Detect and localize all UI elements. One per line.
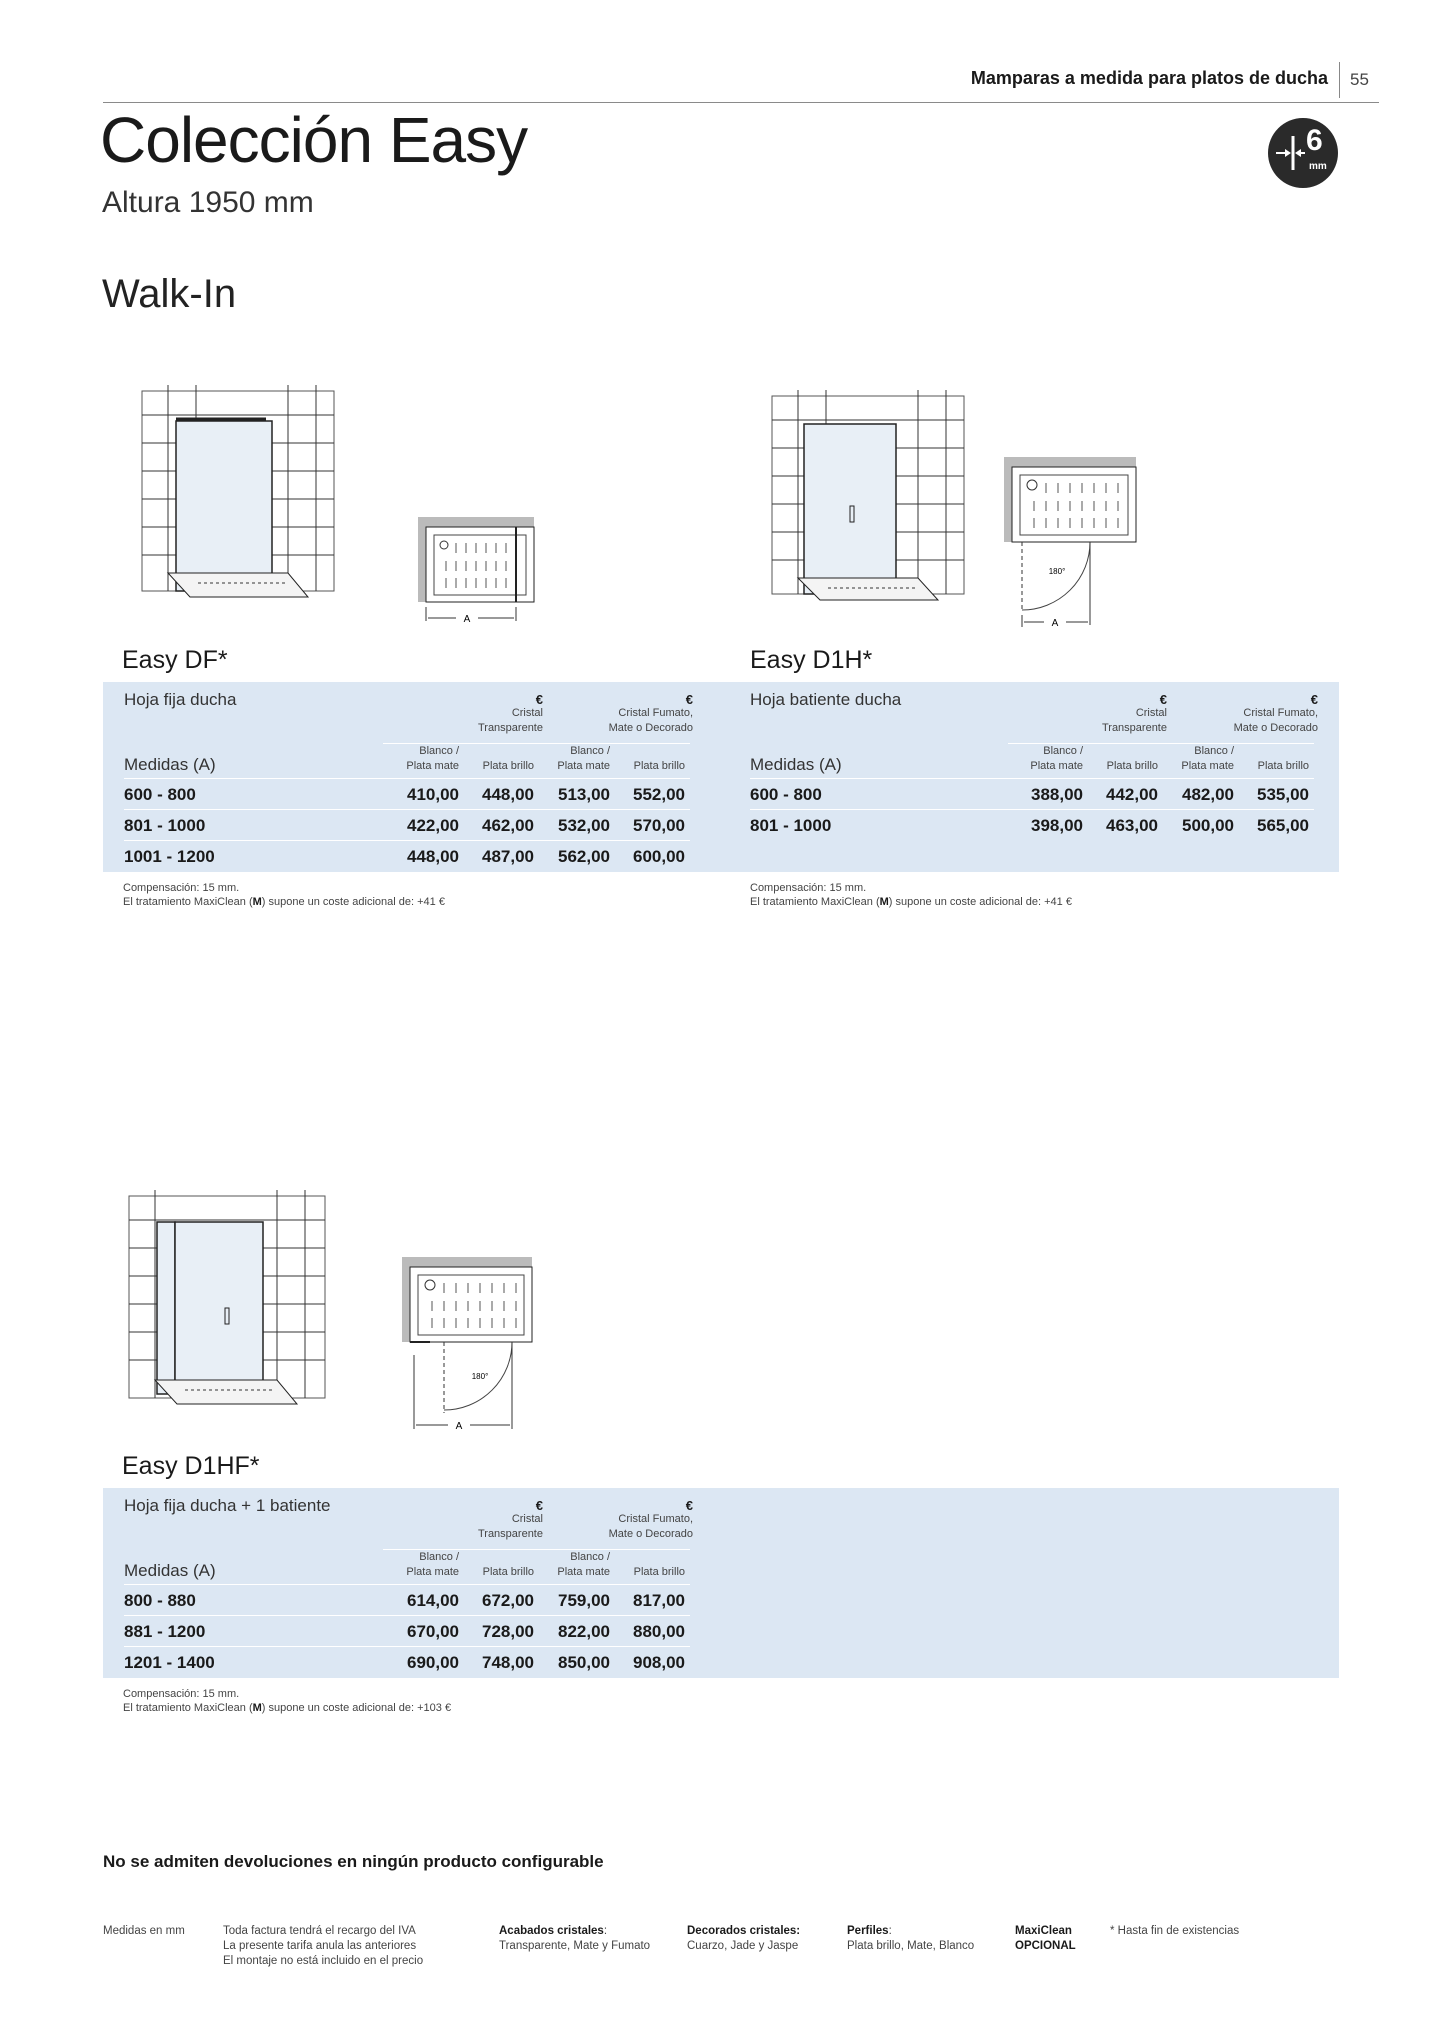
table-divider bbox=[124, 1615, 690, 1616]
footer-glass-finishes: Acabados cristales: Transparente, Mate y Fumato bbox=[499, 1925, 651, 1952]
size-range: 600 - 800 bbox=[750, 785, 822, 804]
currency-symbol: € bbox=[535, 692, 543, 707]
currency-symbol: € bbox=[685, 1498, 693, 1513]
currency-symbol: € bbox=[1310, 692, 1318, 707]
price-cell: 482,00 bbox=[1182, 785, 1234, 804]
table-divider bbox=[383, 1549, 690, 1550]
note-text: ) supone un coste adicional de: +41 € bbox=[888, 896, 1072, 908]
finish-line bbox=[615, 744, 685, 759]
easy-d1h-width-mark: A bbox=[1051, 618, 1059, 629]
price-cell: 513,00 bbox=[558, 785, 610, 804]
glass-label-line: Cristal Fumato, bbox=[1243, 707, 1318, 719]
currency-symbol: € bbox=[535, 1498, 543, 1513]
table-divider bbox=[124, 778, 690, 779]
size-range: 801 - 1000 bbox=[750, 816, 832, 835]
price-cell: 822,00 bbox=[558, 1622, 610, 1641]
section-title: Walk-In bbox=[102, 272, 237, 316]
price-cell: 462,00 bbox=[482, 816, 534, 835]
glass-label-line: Mate o Decorado bbox=[1233, 722, 1318, 734]
finish-line: Plata brillo bbox=[633, 760, 685, 772]
table-divider bbox=[124, 1584, 690, 1585]
finish-line: Plata brillo bbox=[1257, 760, 1309, 772]
price-cell: 908,00 bbox=[633, 1653, 685, 1672]
price-cell: 817,00 bbox=[633, 1591, 685, 1610]
finish-line: Blanco / bbox=[1194, 745, 1234, 757]
easy-d1hf-price-table bbox=[103, 1488, 1339, 1678]
measure-header: Medidas (A) bbox=[750, 755, 842, 774]
glass-thickness-value: 6 bbox=[1306, 124, 1323, 157]
maxiclean-note bbox=[123, 895, 445, 909]
header-section-title: Mamparas a medida para platos de ducha bbox=[970, 68, 1328, 88]
price-cell: 565,00 bbox=[1257, 816, 1309, 835]
finish-line bbox=[464, 1550, 534, 1565]
table-divider bbox=[124, 840, 690, 841]
price-cell: 614,00 bbox=[407, 1591, 459, 1610]
finish-header bbox=[540, 1550, 610, 1580]
easy-d1hf-name: Easy D1HF* bbox=[122, 1452, 260, 1480]
glass-type-label bbox=[573, 1512, 693, 1542]
finish-line: Plata mate bbox=[406, 1566, 459, 1578]
currency-symbol: € bbox=[685, 692, 693, 707]
price-cell: 532,00 bbox=[558, 816, 610, 835]
page-number: 55 bbox=[1350, 70, 1369, 89]
finish-line: Plata mate bbox=[557, 1566, 610, 1578]
easy-d1hf-shower-illustration bbox=[125, 1190, 330, 1418]
finish-header bbox=[389, 1550, 459, 1580]
glass-label-line: Cristal bbox=[1135, 707, 1167, 719]
note-text: El tratamiento MaxiClean ( bbox=[750, 896, 880, 908]
finish-header bbox=[464, 744, 534, 774]
glass-thickness-badge bbox=[1268, 118, 1338, 188]
finish-line: Plata brillo bbox=[482, 760, 534, 772]
header-separator bbox=[1339, 62, 1340, 98]
easy-df-price-table bbox=[103, 682, 730, 872]
table-description: Hoja fija ducha + 1 batiente bbox=[124, 1496, 331, 1515]
compensation-note: Compensación: 15 mm. bbox=[123, 1688, 240, 1700]
finish-line: Blanco / bbox=[570, 1551, 610, 1563]
maxiclean-code: M bbox=[252, 896, 262, 908]
glass-type-label bbox=[443, 706, 543, 736]
easy-df-width-mark: A bbox=[463, 614, 471, 625]
table-description: Hoja fija ducha bbox=[124, 690, 237, 709]
note-text: El tratamiento MaxiClean ( bbox=[123, 1702, 253, 1714]
glass-type-label bbox=[1198, 706, 1318, 736]
price-cell: 850,00 bbox=[558, 1653, 610, 1672]
table-description: Hoja batiente ducha bbox=[750, 690, 902, 709]
note-text: El tratamiento MaxiClean ( bbox=[123, 896, 253, 908]
footer-label: MaxiClean bbox=[1015, 1925, 1072, 1937]
glass-thickness-icon bbox=[1268, 118, 1338, 188]
size-range: 1201 - 1400 bbox=[124, 1653, 215, 1672]
finish-header bbox=[389, 744, 459, 774]
price-cell: 690,00 bbox=[407, 1653, 459, 1672]
price-cell: 728,00 bbox=[482, 1622, 534, 1641]
footer-label: Decorados cristales: bbox=[687, 1925, 801, 1937]
footer-profiles: Perfiles: Plata brillo, Mate, Blanco bbox=[847, 1925, 975, 1952]
glass-type-label bbox=[573, 706, 693, 736]
easy-d1hf-width-mark: A bbox=[455, 1421, 463, 1432]
finish-header bbox=[1164, 744, 1234, 774]
price-cell: 672,00 bbox=[482, 1591, 534, 1610]
price-cell: 422,00 bbox=[407, 816, 459, 835]
finish-line bbox=[1239, 744, 1309, 759]
maxiclean-note bbox=[750, 895, 1072, 909]
maxiclean-code: M bbox=[879, 896, 889, 908]
price-cell: 448,00 bbox=[407, 847, 459, 866]
finish-line bbox=[1088, 744, 1158, 759]
footer-line: La presente tarifa anula las anteriores bbox=[223, 1940, 417, 1952]
size-range: 600 - 800 bbox=[124, 785, 196, 804]
footer-value: Transparente, Mate y Fumato bbox=[499, 1940, 651, 1952]
price-cell: 562,00 bbox=[558, 847, 610, 866]
finish-header bbox=[1088, 744, 1158, 774]
table-divider bbox=[750, 809, 1314, 810]
finish-line: Blanco / bbox=[570, 745, 610, 757]
finish-line: Plata brillo bbox=[482, 1566, 534, 1578]
footer-label: Perfiles bbox=[847, 1925, 889, 1937]
easy-df-notes bbox=[123, 881, 445, 909]
footer-line: Toda factura tendrá el recargo del IVA bbox=[223, 1925, 416, 1937]
price-cell: 552,00 bbox=[633, 785, 685, 804]
price-cell: 670,00 bbox=[407, 1622, 459, 1641]
easy-df-name: Easy DF* bbox=[122, 646, 228, 674]
finish-header bbox=[1239, 744, 1309, 774]
price-cell: 388,00 bbox=[1031, 785, 1083, 804]
glass-type-label bbox=[443, 1512, 543, 1542]
finish-line bbox=[464, 744, 534, 759]
finish-line bbox=[615, 1550, 685, 1565]
easy-d1h-notes bbox=[750, 881, 1072, 909]
price-cell: 570,00 bbox=[633, 816, 685, 835]
footer-invoice-info bbox=[223, 1924, 423, 1969]
finish-header bbox=[615, 744, 685, 774]
finish-header bbox=[615, 1550, 685, 1580]
price-cell: 500,00 bbox=[1182, 816, 1234, 835]
easy-d1hf-angle-label: 180° bbox=[471, 1372, 489, 1381]
easy-d1h-angle-label: 180° bbox=[1048, 567, 1066, 576]
price-cell: 748,00 bbox=[482, 1653, 534, 1672]
price-cell: 442,00 bbox=[1106, 785, 1158, 804]
measure-header: Medidas (A) bbox=[124, 1561, 216, 1580]
compensation-note: Compensación: 15 mm. bbox=[123, 882, 240, 894]
currency-symbol: € bbox=[1159, 692, 1167, 707]
footer-line: El montaje no está incluido en el precio bbox=[223, 1955, 424, 1967]
size-range: 800 - 880 bbox=[124, 1591, 196, 1610]
glass-label-line: Cristal bbox=[511, 1513, 543, 1525]
glass-label-line: Cristal Fumato, bbox=[618, 1513, 693, 1525]
finish-header bbox=[464, 1550, 534, 1580]
finish-line: Plata mate bbox=[557, 760, 610, 772]
table-divider bbox=[1008, 743, 1314, 744]
price-cell: 398,00 bbox=[1031, 816, 1083, 835]
easy-d1hf-floorplan bbox=[400, 1255, 535, 1433]
easy-d1hf-notes bbox=[123, 1687, 451, 1715]
finish-line: Plata brillo bbox=[1106, 760, 1158, 772]
glass-label-line: Transparente bbox=[477, 1528, 543, 1540]
price-cell: 759,00 bbox=[558, 1591, 610, 1610]
easy-d1h-shower-illustration bbox=[768, 390, 968, 612]
table-divider bbox=[383, 743, 690, 744]
finish-line: Plata brillo bbox=[633, 1566, 685, 1578]
note-text: ) supone un coste adicional de: +41 € bbox=[261, 896, 445, 908]
page-subtitle: Altura 1950 mm bbox=[102, 186, 314, 219]
price-cell: 600,00 bbox=[633, 847, 685, 866]
footer-units: Medidas en mm bbox=[103, 1925, 185, 1937]
size-range: 881 - 1200 bbox=[124, 1622, 206, 1641]
footer-glass-decor bbox=[687, 1924, 800, 1954]
glass-label-line: Cristal bbox=[511, 707, 543, 719]
finish-line: Plata mate bbox=[1030, 760, 1083, 772]
glass-label-line: Mate o Decorado bbox=[608, 722, 693, 734]
glass-label-line: Transparente bbox=[477, 722, 543, 734]
price-cell: 880,00 bbox=[633, 1622, 685, 1641]
glass-type-label bbox=[1067, 706, 1167, 736]
size-range: 801 - 1000 bbox=[124, 816, 206, 835]
price-cell: 463,00 bbox=[1106, 816, 1158, 835]
easy-df-floorplan bbox=[416, 515, 536, 625]
glass-label-line: Mate o Decorado bbox=[608, 1528, 693, 1540]
table-divider bbox=[124, 809, 690, 810]
finish-line: Blanco / bbox=[419, 745, 459, 757]
easy-d1h-price-table bbox=[730, 682, 1339, 872]
finish-line: Blanco / bbox=[419, 1551, 459, 1563]
finish-header bbox=[540, 744, 610, 774]
price-cell: 448,00 bbox=[482, 785, 534, 804]
easy-df-shower-illustration bbox=[138, 385, 338, 610]
price-cell: 487,00 bbox=[482, 847, 534, 866]
measure-header: Medidas (A) bbox=[124, 755, 216, 774]
finish-line: Plata mate bbox=[1181, 760, 1234, 772]
finish-line: Plata mate bbox=[406, 760, 459, 772]
easy-d1h-name: Easy D1H* bbox=[750, 646, 873, 674]
finish-header bbox=[1013, 744, 1083, 774]
page-title: Colección Easy bbox=[100, 104, 528, 176]
finish-line: Blanco / bbox=[1043, 745, 1083, 757]
no-returns-warning: No se admiten devoluciones en ningún producto configurable bbox=[103, 1852, 604, 1871]
price-cell: 410,00 bbox=[407, 785, 459, 804]
glass-label-line: Transparente bbox=[1101, 722, 1167, 734]
glass-thickness-unit: mm bbox=[1309, 161, 1327, 172]
glass-label-line: Cristal Fumato, bbox=[618, 707, 693, 719]
maxiclean-note bbox=[123, 1701, 451, 1715]
maxiclean-code: M bbox=[252, 1702, 262, 1714]
footer-value: Plata brillo, Mate, Blanco bbox=[847, 1940, 975, 1952]
price-cell: 535,00 bbox=[1257, 785, 1309, 804]
easy-d1h-floorplan bbox=[1002, 455, 1142, 630]
table-divider bbox=[124, 1646, 690, 1647]
footer-label: Acabados cristales bbox=[499, 1925, 604, 1937]
footer-value: OPCIONAL bbox=[1015, 1940, 1076, 1952]
compensation-note: Compensación: 15 mm. bbox=[750, 882, 867, 894]
note-text: ) supone un coste adicional de: +103 € bbox=[261, 1702, 452, 1714]
footer-stock-note: * Hasta fin de existencias bbox=[1110, 1925, 1240, 1937]
footer-maxiclean bbox=[1015, 1924, 1076, 1954]
table-divider bbox=[750, 778, 1314, 779]
size-range: 1001 - 1200 bbox=[124, 847, 215, 866]
footer-value: Cuarzo, Jade y Jaspe bbox=[687, 1940, 799, 1952]
